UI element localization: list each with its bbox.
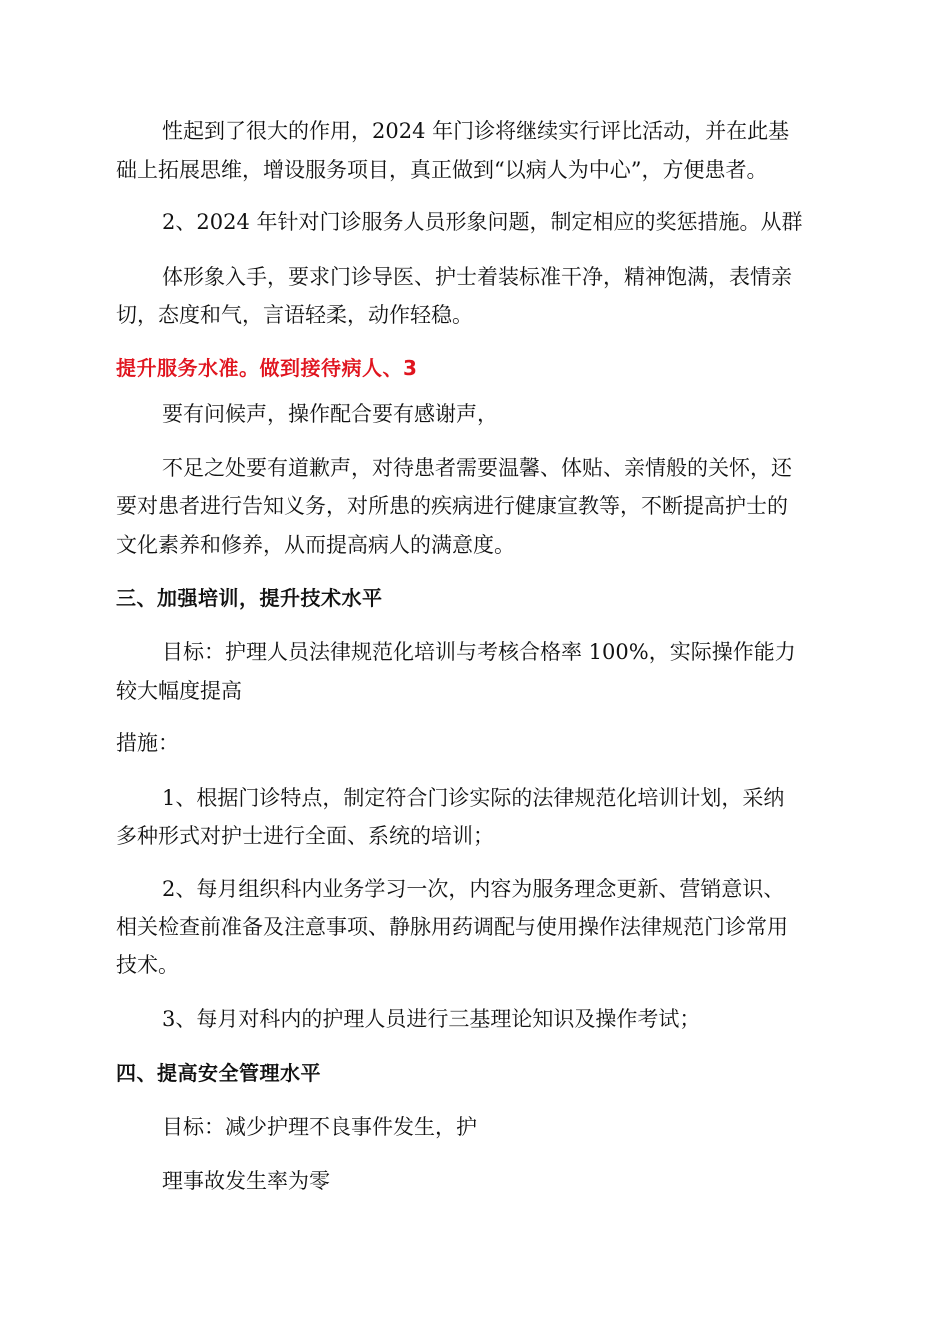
paragraph-line: 较大幅度提高 (116, 679, 242, 703)
measures-label: 措施： (116, 731, 179, 755)
paragraph-line: 多种形式对护士进行全面、系统的培训； (116, 824, 494, 848)
paragraph-line: 3、每月对科内的护理人员进行三基理论知识及操作考试； (162, 1007, 701, 1031)
highlight-heading: 提升服务水准。做到接待病人、3 (116, 356, 418, 380)
paragraph-line: 体形象入手，要求门诊导医、护士着装标准干净，精神饱满，表情亲 (162, 265, 792, 289)
paragraph-line: 目标：减少护理不良事件发生，护 (162, 1115, 477, 1139)
paragraph-line: 要有问候声，操作配合要有感谢声， (162, 402, 498, 426)
paragraph-line: 切，态度和气，言语轻柔，动作轻稳。 (116, 303, 473, 327)
paragraph-line: 相关检查前准备及注意事项、静脉用药调配与使用操作法律规范门诊常用 (116, 915, 788, 939)
paragraph-line: 文化素养和修养，从而提高病人的满意度。 (116, 533, 515, 557)
paragraph-line: 2、2024 年针对门诊服务人员形象问题，制定相应的奖惩措施。从群 (162, 210, 803, 234)
section-heading: 四、提高安全管理水平 (116, 1061, 321, 1085)
paragraph-line: 技术。 (116, 953, 179, 977)
paragraph-line: 1、根据门诊特点，制定符合门诊实际的法律规范化培训计划，采纳 (162, 786, 785, 810)
paragraph-line: 2、每月组织科内业务学习一次，内容为服务理念更新、营销意识、 (162, 877, 785, 901)
paragraph-line: 础上拓展思维，增设服务项目，真正做到“以病人为中心”，方便患者。 (116, 158, 768, 182)
paragraph-line: 目标：护理人员法律规范化培训与考核合格率 100%，实际操作能力 (162, 640, 796, 664)
paragraph-line: 不足之处要有道歉声，对待患者需要温馨、体贴、亲情般的关怀，还 (162, 456, 792, 480)
section-heading: 三、加强培训，提升技术水平 (116, 586, 383, 610)
paragraph-line: 要对患者进行告知义务，对所患的疾病进行健康宣教等，不断提高护士的 (116, 494, 788, 518)
paragraph-line: 理事故发生率为零 (162, 1169, 330, 1193)
paragraph-line: 性起到了很大的作用，2024 年门诊将继续实行评比活动，并在此基 (162, 119, 790, 143)
